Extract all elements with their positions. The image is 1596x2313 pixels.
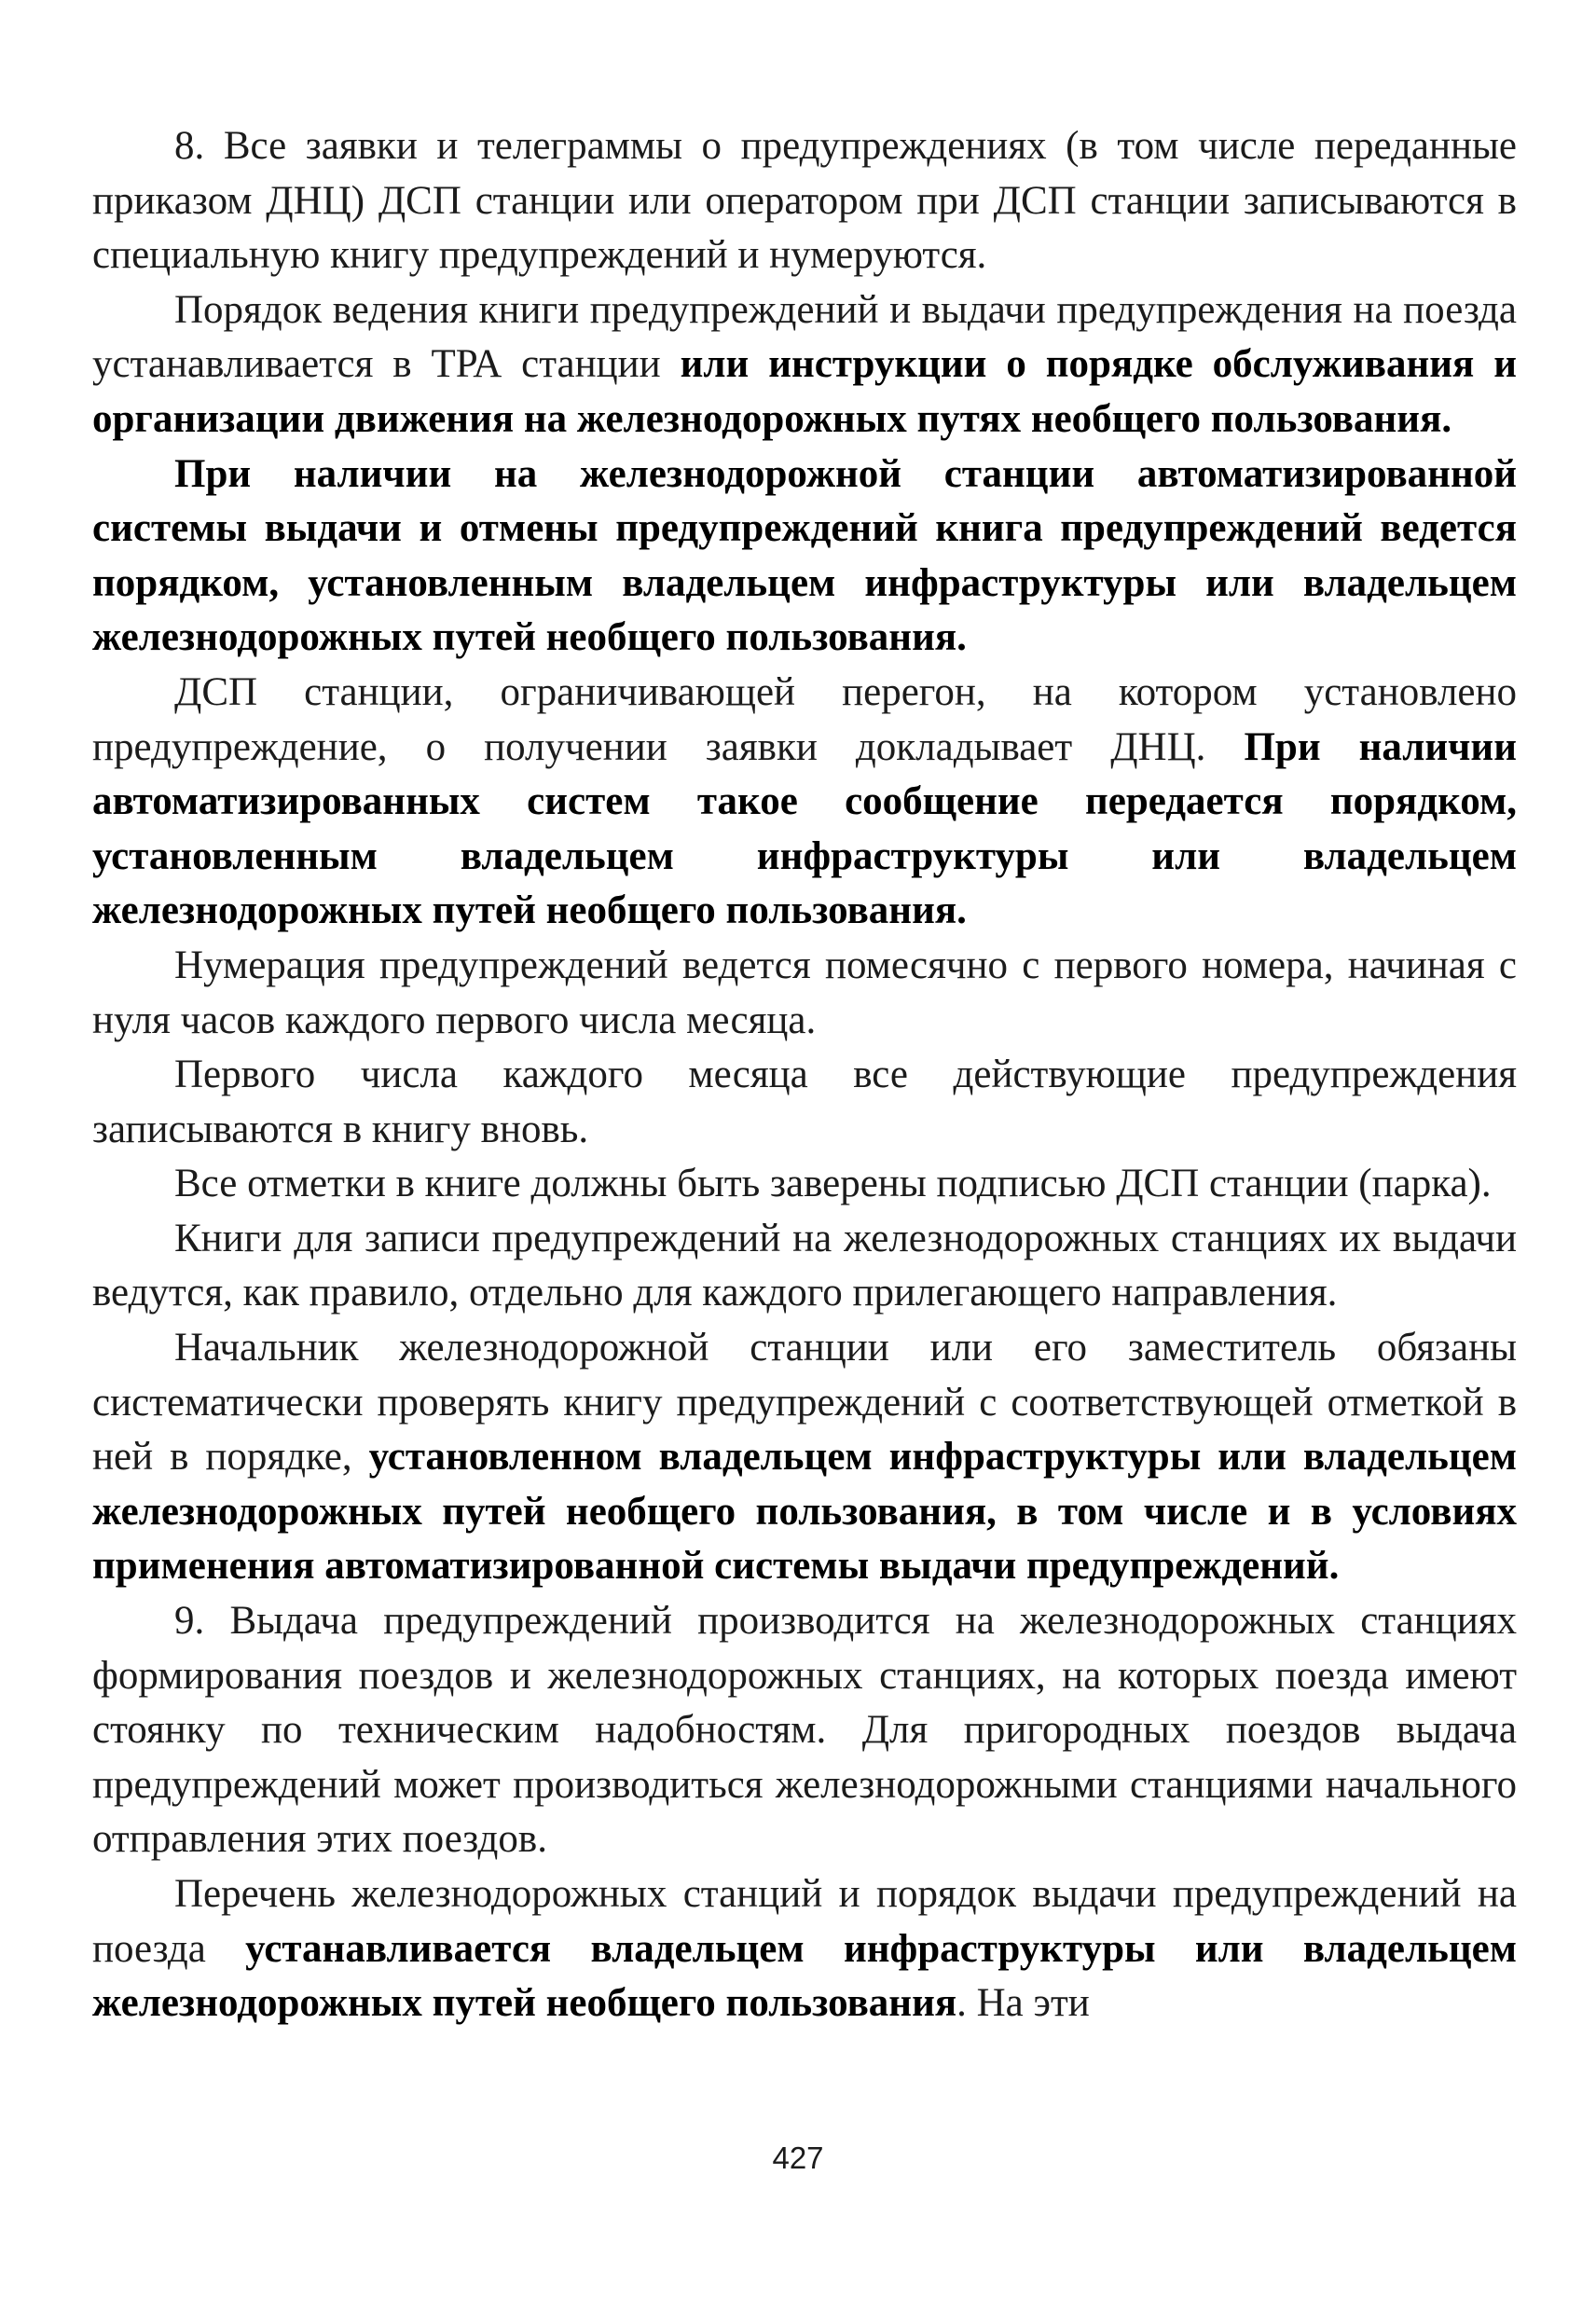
text-run: 9. Выдача предупреждений производится на железнодорожных станциях формирования поездов и железнодорожных станциях, на которых поезда имеют стоянку по техническим надобностям. Для пригородных поездов выдача предупреждений может производиться железнодорожными станциями начального отправления этих поездов. (92, 1599, 1517, 1862)
page-number: 427 (772, 2141, 824, 2175)
bold-text-run: устанавливается владельцем инфраструктуры или владельцем железнодорожных путей необщего пользования (92, 1926, 1517, 2026)
paragraph (92, 1212, 1517, 1321)
text-run: Нумерация предупреждений ведется помесячно с первого номера, начиная с нуля часов каждого первого числа месяца. (92, 943, 1517, 1042)
paragraph (92, 666, 1517, 939)
text-run: ДСП станции, ограничивающей перегон, на котором установлено предупреждение, о получении заявки докладывает ДНЦ. (92, 669, 1517, 769)
paragraph (92, 939, 1517, 1048)
paragraph (92, 1157, 1517, 1212)
text-run: Порядок ведения книги предупреждений и выдачи предупреждения на поезда устанавливается в ТРА станции (92, 287, 1517, 387)
text-run: 8. Все заявки и телеграммы о предупреждениях (в том числе переданные приказом ДНЦ) ДСП станции или оператором при ДСП станции записываются в специальную книгу предупреждений и нумеруются. (92, 124, 1517, 278)
paragraph (92, 119, 1517, 283)
paragraph (92, 1867, 1517, 2031)
bold-text-run: При наличии автоматизированных систем такое сообщение передается порядком, установленным владельцем инфраструктуры или владельцем железнодорожных путей необщего пользования. (92, 724, 1517, 933)
paragraph (92, 1594, 1517, 1867)
text-run: Перечень железнодорожных станций и порядок выдачи предупреждений на поезда (92, 1872, 1517, 1971)
text-run: Начальник железнодорожной станции или его заместитель обязаны систематически проверять книгу предупреждений с соответствующей отметкой в ней в порядке, (92, 1326, 1517, 1480)
text-run: Книги для записи предупреждений на железнодорожных станциях их выдачи ведутся, как правило, отдельно для каждого прилегающего направления. (92, 1216, 1517, 1315)
paragraph (92, 447, 1517, 666)
bold-text-run: установленном владельцем инфраструктуры или владельцем железнодорожных путей необщего пользования, в том числе и в условиях применения автоматизированной системы выдачи предупреждений. (92, 1435, 1517, 1589)
bold-text-run: При наличии на железнодорожной станции автоматизированной системы выдачи и отмены предупреждений книга предупреждений ведется порядком, установленным владельцем инфраструктуры или владельцем железнодорожных путей необщего пользования. (92, 451, 1517, 660)
text-run: Все отметки в книге должны быть заверены подписью ДСП станции (парка). (174, 1162, 1492, 1206)
text-run: Первого числа каждого месяца все действующие предупреждения записываются в книгу вновь. (92, 1053, 1517, 1151)
paragraph (92, 1321, 1517, 1594)
bold-text-run: или инструкции о порядке обслуживания и организации движения на железнодорожных путях необщего пользования. (92, 342, 1517, 441)
page-body (92, 119, 1517, 2031)
paragraph (92, 1048, 1517, 1157)
text-run: . На эти (956, 1981, 1090, 2026)
paragraph (92, 283, 1517, 447)
